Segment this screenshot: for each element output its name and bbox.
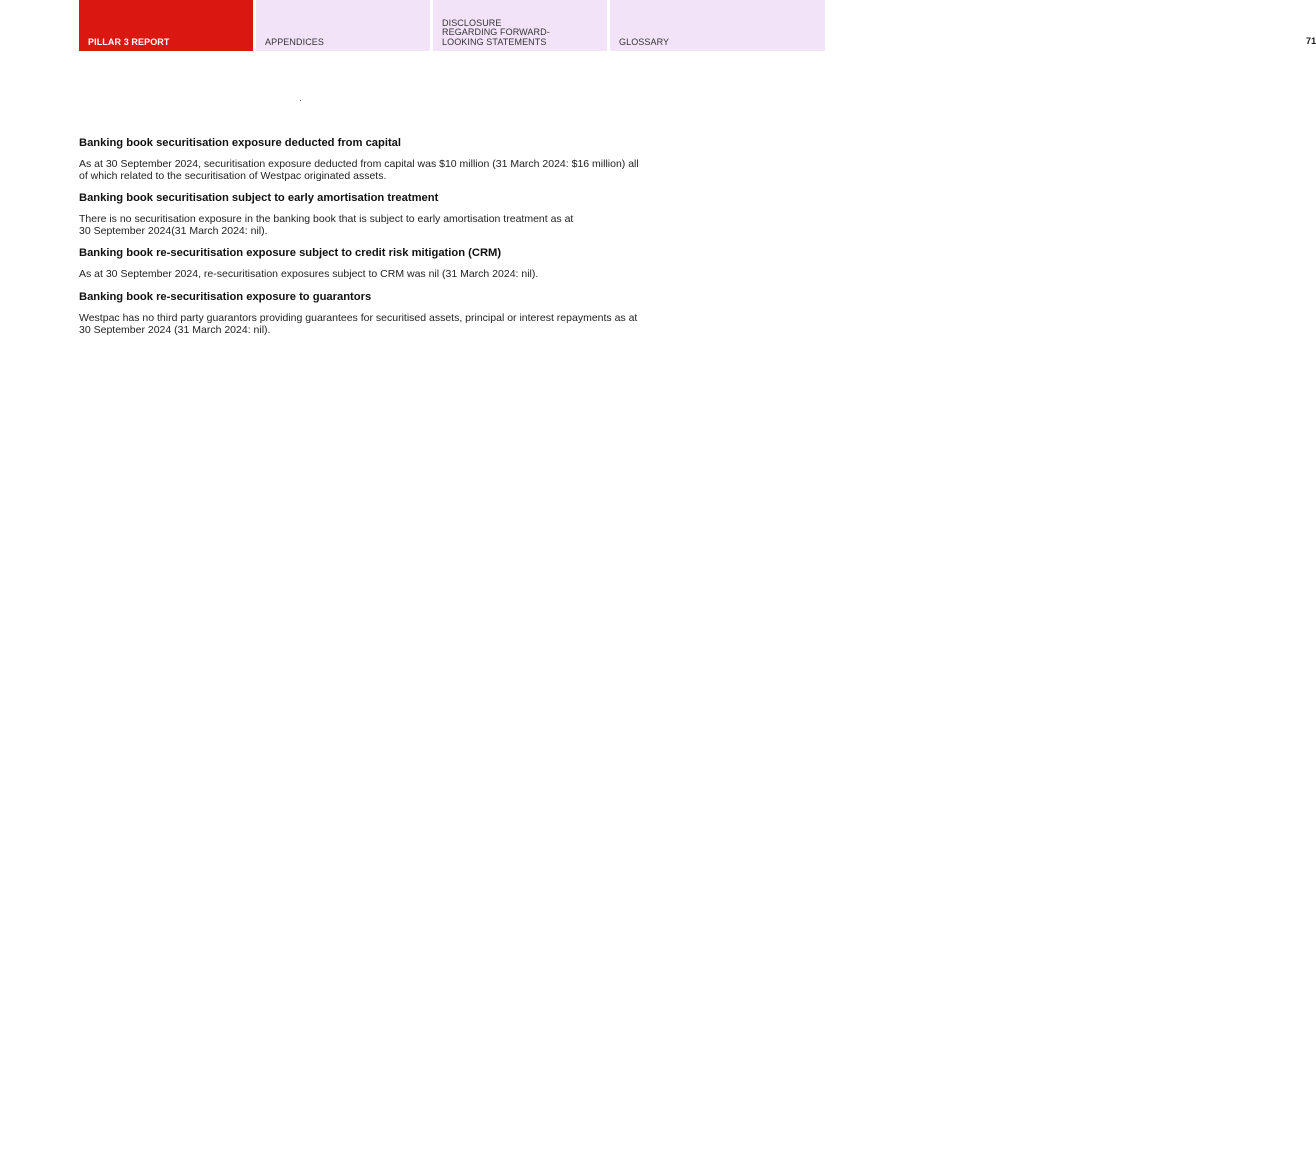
page-number: 71	[1306, 35, 1316, 46]
section-body	[79, 159, 789, 182]
body-line: There is no securitisation exposure in the banking book that is subject to early amortisation treatment as at	[79, 213, 574, 226]
tab-label: DISCLOSURE REGARDING FORWARD- LOOKING STATEMENTS	[442, 17, 550, 47]
section-re-securitisation-crm	[79, 247, 789, 281]
main-content	[79, 137, 789, 346]
body-line: As at 30 September 2024, securitisation exposure deducted from capital was $10 million (31 March 2024: $16 million) all	[79, 158, 639, 170]
section-body	[79, 214, 789, 237]
body-line: As at 30 September 2024, re-securitisation exposures subject to CRM was nil (31 March 2024: nil).	[79, 268, 539, 281]
body-line: of which related to the securitisation of Westpac originated assets.	[79, 169, 387, 182]
tab-label: PILLAR 3 REPORT	[88, 36, 170, 47]
section-body	[79, 313, 789, 336]
body-line: 30 September 2024 (31 March 2024: nil).	[79, 323, 271, 336]
section-heading: Banking book re-securitisation exposure subject to credit risk mitigation (CRM)	[79, 247, 502, 260]
tab-disclosure-forward-looking[interactable]	[433, 0, 607, 51]
stray-dot	[300, 100, 301, 101]
section-heading: Banking book re-securitisation exposure to guarantors	[79, 290, 372, 303]
body-line: 30 September 2024(31 March 2024: nil).	[79, 224, 268, 237]
tab-label: APPENDICES	[265, 36, 325, 47]
section-heading: Banking book securitisation exposure deducted from capital	[79, 137, 402, 149]
section-early-amortisation	[79, 192, 789, 237]
tab-pillar-3-report[interactable]	[79, 0, 253, 51]
tab-appendices[interactable]	[256, 0, 430, 51]
section-re-securitisation-guarantors	[79, 291, 789, 336]
tab-glossary[interactable]	[610, 0, 1316, 51]
section-body	[79, 269, 789, 281]
body-line: Westpac has no third party guarantors providing guarantees for securitised assets, principal or interest repayments as at	[79, 311, 638, 324]
section-heading: Banking book securitisation subject to early amortisation treatment	[79, 192, 439, 205]
tab-label: GLOSSARY	[619, 36, 670, 47]
section-securitisation-deducted-from-capital	[79, 137, 789, 182]
top-navigation	[79, 0, 1316, 51]
